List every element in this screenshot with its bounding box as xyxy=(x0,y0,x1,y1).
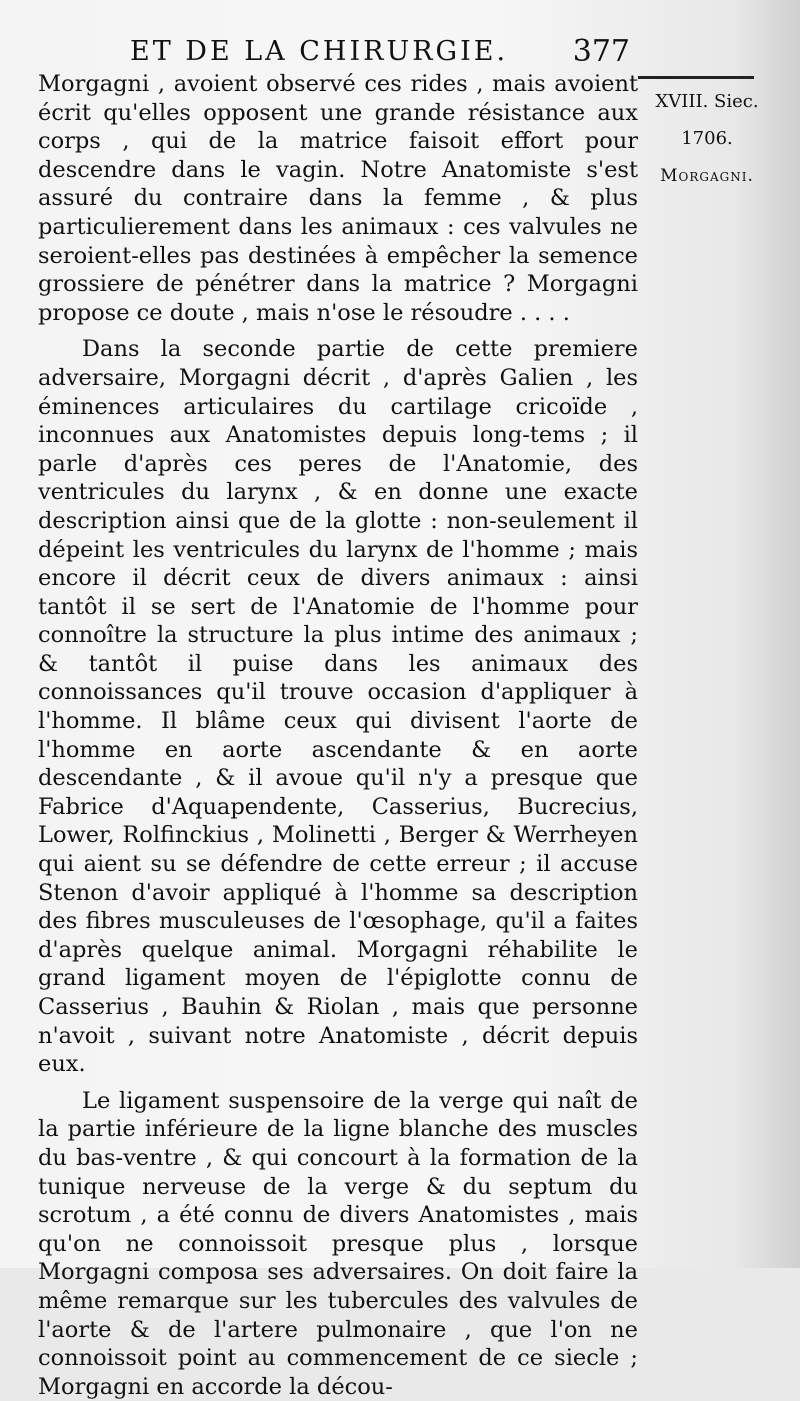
paragraph-3: Le ligament suspensoire de la verge qui naît de la partie inférieure de la ligne blanche des muscles du bas-ventre , & qui concourt à la formation de la tunique nerveuse de la verge & du septum du scrotum , a été connu de divers Anatomistes , mais qu'on ne connoissoit presque plus , lorsque Morgagni composa ses adversaires. On doit faire la même remarque sur les tubercules des valvules de l'aorte & de l'artere pulmonaire , que l'on ne connoissoit point au commencement de ce siecle ; Morgagni en accorde la décou- xyxy=(38,1087,638,1400)
margin-author: Morgagni. xyxy=(660,165,754,186)
running-head: ET DE LA CHIRURGIE. xyxy=(130,36,509,67)
margin-rule xyxy=(638,76,754,79)
margin-notes xyxy=(632,90,782,201)
paragraph-2: Dans la seconde partie de cette premiere adversaire, Morgagni décrit , d'après Galien , les éminences articulaires du cartilage cricoïde , inconnues aux Anatomistes depuis long-tems ; il parle d'après ces peres de l'Anatomie, des ventricules du larynx , & en donne une exacte description ainsi que de la glotte : non-seulement il dépeint les ventricules du larynx de l'homme ; mais encore il décrit ceux de divers animaux : ainsi tantôt il se sert de l'Anatomie de l'homme pour connoître la structure la plus intime des animaux ; & tantôt il puise dans les animaux des connoissances qu'il trouve occasion d'appliquer à l'homme. Il blâme ceux qui divisent l'aorte de l'homme en aorte ascendante & en aorte descendante , & il avoue qu'il n'y a presque que Fabrice d'Aquapendente, Casserius, Bucrecius, Lower, Rolfinckius , Molinetti , Berger & Werrheyen qui aient su se défendre de cette erreur ; il accuse Stenon d'avoir appliqué à l'homme sa description des fibres musculeuses de l'œsophage, qu'il a faites d'après quelque animal. Morgagni réhabilite le grand ligament moyen de l'épiglotte connu de Casserius , Bauhin & Riolan , mais que personne n'avoit , suivant notre Anatomiste , décrit depuis eux. xyxy=(38,336,638,1078)
body-text xyxy=(38,70,638,1401)
page-header xyxy=(130,34,630,68)
page-number: 377 xyxy=(572,34,630,69)
margin-year: 1706. xyxy=(681,128,733,150)
margin-century: XVIII. Siec. xyxy=(655,91,759,112)
paragraph-1: Morgagni , avoient observé ces rides , mais avoient écrit qu'elles opposent une grande résistance aux corps , qui de la matrice faisoit effort pour descendre dans le vagin. Notre Anatomiste s'est assuré du contraire dans la femme , & plus particulierement dans les animaux : ces valvules ne seroient-elles pas destinées à empêcher la semence grossiere de pénétrer dans la matrice ? Morgagni propose ce doute , mais n'ose le résoudre . . . . xyxy=(38,71,638,326)
